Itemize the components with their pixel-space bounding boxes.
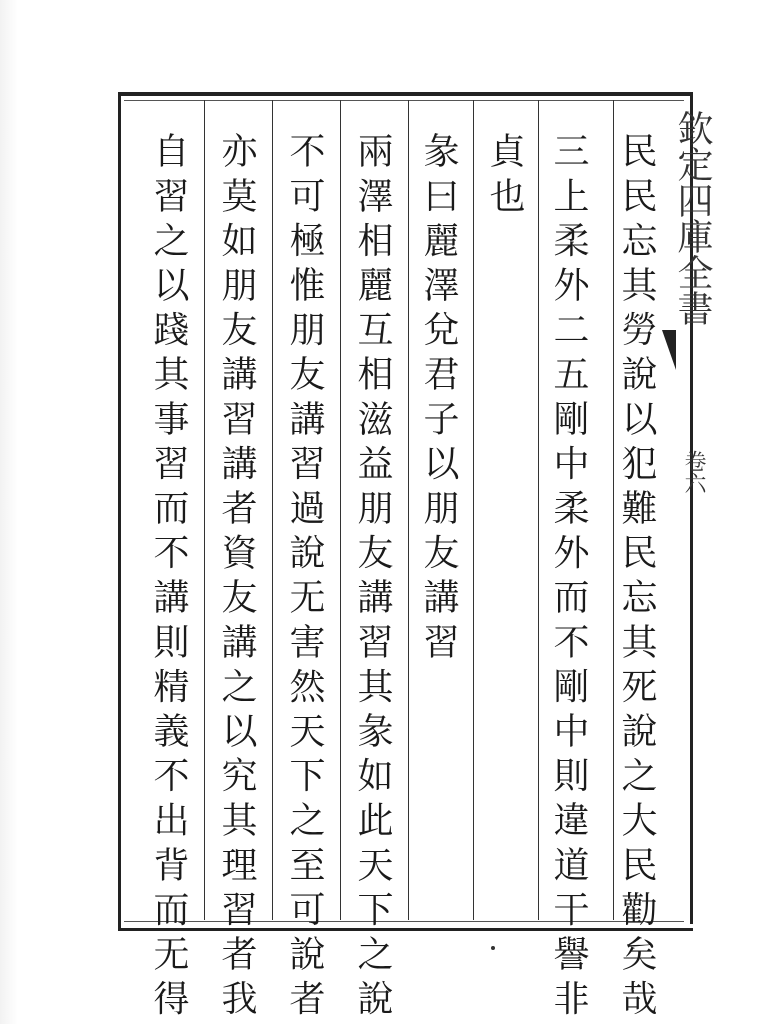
text-column-4: 彖曰麗澤兌君子以朋友講習 — [418, 132, 459, 668]
fish-tail-mark — [662, 330, 676, 370]
column-divider — [272, 100, 273, 920]
fore-edge-title: 欽定四庫全書 — [672, 110, 713, 326]
column-divider — [204, 100, 205, 920]
column-divider — [473, 100, 474, 920]
fore-edge-volume: 卷六 — [681, 450, 706, 494]
scan-edge — [0, 0, 18, 1024]
column-divider — [613, 100, 614, 920]
text-column-8: 自習之以踐其事習而不講則精義不出背而无得 — [148, 132, 189, 1024]
text-column-7: 亦莫如朋友講習講者資友講之以究其理習者我 — [216, 132, 257, 1024]
inner-border — [124, 100, 684, 922]
ink-speck — [491, 946, 495, 950]
text-column-5: 兩澤相麗互相滋益朋友講習其彖如此天下之說 — [352, 132, 393, 1024]
column-divider — [538, 100, 539, 920]
column-divider — [408, 100, 409, 920]
text-column-2: 三上柔外二五剛中柔外而不剛中則違道干譽非 — [548, 132, 589, 1024]
text-column-1: 民民忘其勞說以犯難民忘其死說之大民勸矣哉 — [616, 132, 657, 1024]
column-divider — [340, 100, 341, 920]
text-column-3: 貞也 — [484, 132, 525, 222]
text-column-6: 不可極惟朋友講習過說无害然天下之至可說者 — [284, 132, 325, 1024]
